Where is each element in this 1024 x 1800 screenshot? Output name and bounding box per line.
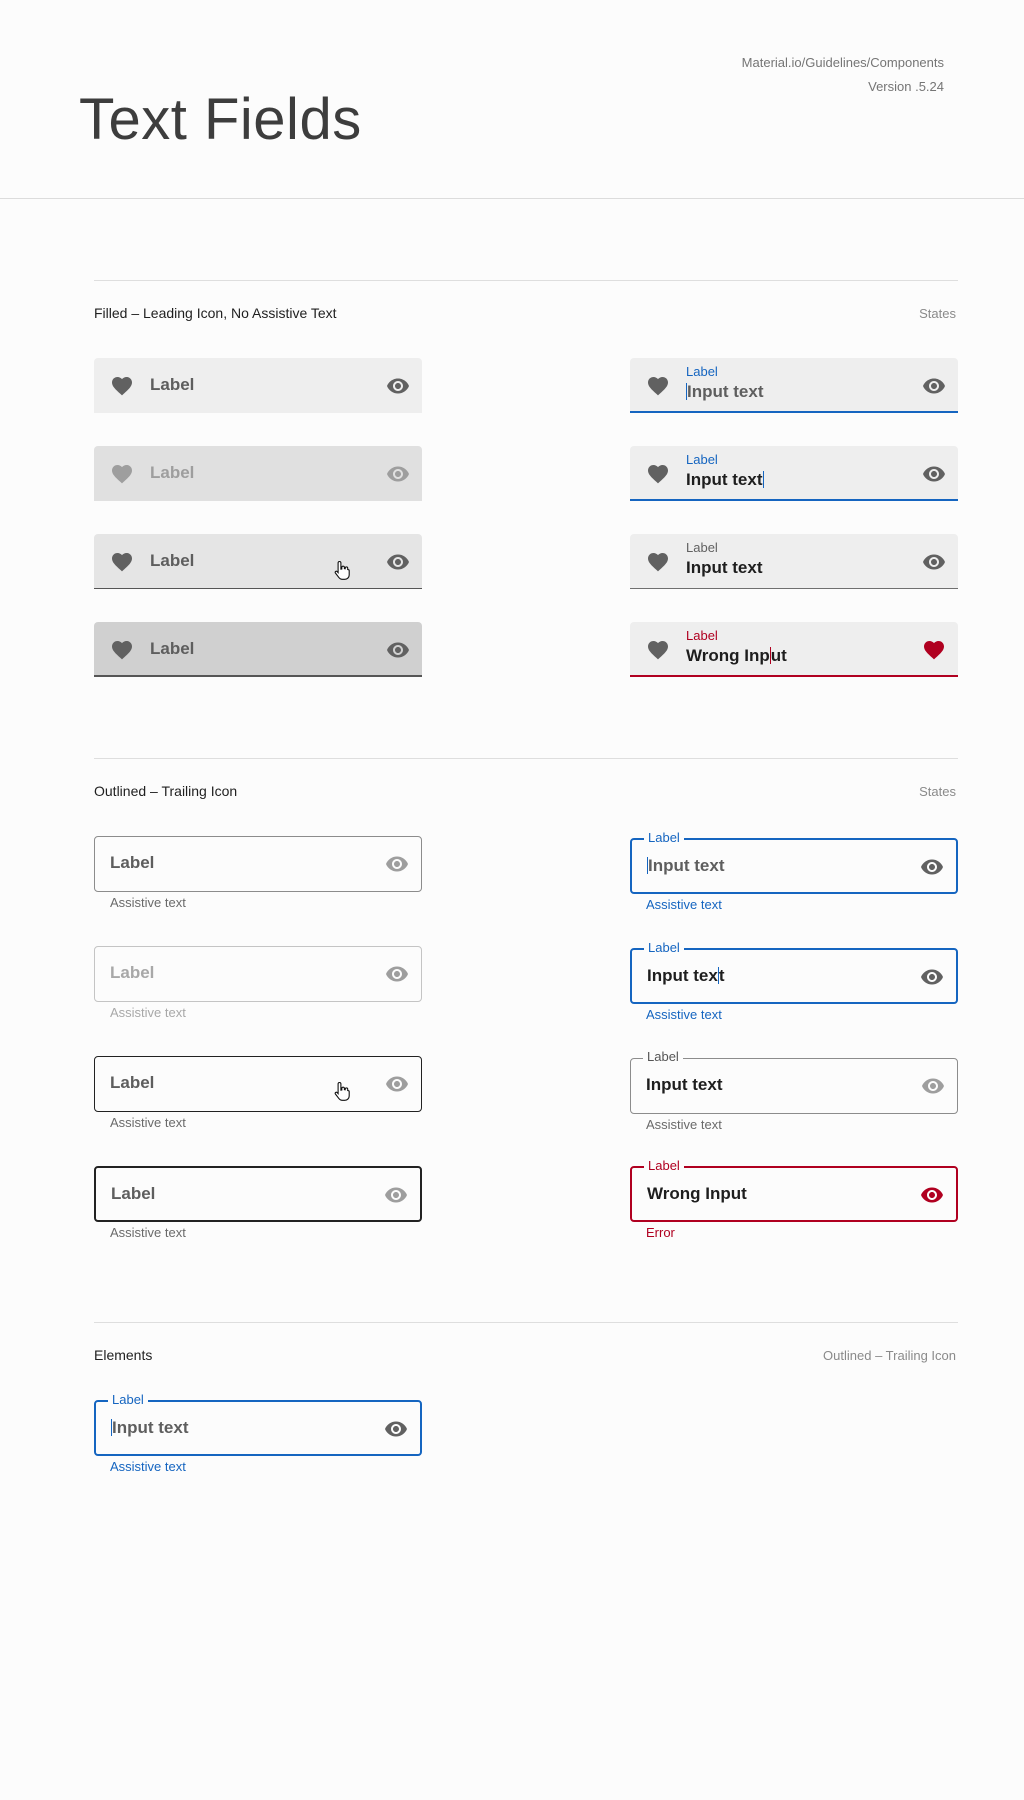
heart-icon xyxy=(110,638,134,662)
outlined-field-disabled xyxy=(94,946,422,1002)
section-note-filled: States xyxy=(919,306,956,321)
eye-icon[interactable] xyxy=(385,1072,409,1096)
filled-field-enabled[interactable] xyxy=(94,358,422,413)
heart-icon xyxy=(110,550,134,574)
section-note-elements: Outlined – Trailing Icon xyxy=(823,1348,956,1363)
field-label: Label xyxy=(110,963,155,982)
eye-icon[interactable] xyxy=(921,1074,945,1098)
input-value[interactable]: Input text xyxy=(686,470,763,489)
outlined-field-focused-typing[interactable] xyxy=(630,940,958,1004)
section-divider-elements xyxy=(94,1322,958,1323)
outlined-field-hover[interactable] xyxy=(94,1056,422,1112)
assistive-text: Assistive text xyxy=(646,1117,722,1132)
assistive-text: Assistive text xyxy=(110,1115,186,1130)
hand-cursor-icon xyxy=(334,560,350,580)
eye-icon[interactable] xyxy=(384,1417,408,1441)
field-label: Label xyxy=(111,1184,156,1203)
assistive-text: Assistive text xyxy=(110,1459,186,1474)
eye-icon[interactable] xyxy=(920,855,944,879)
filled-field-disabled xyxy=(94,446,422,501)
floating-label: Label xyxy=(686,540,718,555)
eye-icon[interactable] xyxy=(922,462,946,486)
field-label: Label xyxy=(150,639,195,658)
heart-icon xyxy=(646,550,670,574)
eye-icon[interactable] xyxy=(922,374,946,398)
eye-icon xyxy=(386,462,410,486)
field-label: Label xyxy=(110,853,155,872)
field-label: Label xyxy=(110,1073,155,1092)
eye-icon[interactable] xyxy=(386,374,410,398)
input-value[interactable]: Input text xyxy=(112,1418,189,1437)
assistive-text: Assistive text xyxy=(110,1005,186,1020)
heart-icon xyxy=(110,374,134,398)
heart-icon xyxy=(646,638,670,662)
input-value[interactable]: Input text xyxy=(648,856,725,875)
eye-icon[interactable] xyxy=(384,1183,408,1207)
floating-label: Label xyxy=(686,628,718,643)
input-value[interactable]: Input text xyxy=(687,382,764,401)
eye-icon[interactable] xyxy=(386,638,410,662)
input-value[interactable]: Input text xyxy=(686,558,763,577)
filled-field-error[interactable] xyxy=(630,622,958,677)
floating-label: Label xyxy=(686,452,718,467)
filled-field-focused[interactable] xyxy=(630,358,958,413)
outlined-field-focused[interactable] xyxy=(630,830,958,894)
heart-icon xyxy=(110,462,134,486)
hand-cursor-icon xyxy=(334,1081,350,1101)
outlined-field-error[interactable] xyxy=(630,1158,958,1222)
floating-label: Label xyxy=(644,830,684,845)
header-divider xyxy=(0,198,1024,199)
filled-field-pressed[interactable] xyxy=(94,622,422,677)
source-path: Material.io/Guidelines/Components xyxy=(741,55,944,70)
outlined-field-pressed[interactable] xyxy=(94,1166,422,1222)
outlined-field-enabled[interactable] xyxy=(94,836,422,892)
section-divider-outlined xyxy=(94,758,958,759)
input-value[interactable]: Input text xyxy=(647,966,725,985)
eye-icon[interactable] xyxy=(385,852,409,876)
assistive-text: Assistive text xyxy=(646,897,722,912)
input-value[interactable]: Input text xyxy=(646,1075,723,1094)
outlined-field-filled[interactable] xyxy=(630,1049,958,1114)
section-title-outlined: Outlined – Trailing Icon xyxy=(94,783,238,799)
floating-label: Label xyxy=(108,1392,148,1407)
eye-icon[interactable] xyxy=(920,965,944,989)
elements-outlined-field[interactable] xyxy=(94,1392,422,1456)
section-title-filled: Filled – Leading Icon, No Assistive Text xyxy=(94,305,337,321)
assistive-text: Assistive text xyxy=(110,895,186,910)
assistive-text: Assistive text xyxy=(110,1225,186,1240)
heart-icon xyxy=(646,462,670,486)
field-label: Label xyxy=(150,463,195,482)
floating-label: Label xyxy=(686,364,718,379)
assistive-text: Assistive text xyxy=(646,1007,722,1022)
filled-field-hover[interactable] xyxy=(94,534,422,589)
section-note-outlined: States xyxy=(919,784,956,799)
version-label: Version .5.24 xyxy=(868,79,944,94)
input-value[interactable]: Wrong Input xyxy=(686,646,787,665)
error-heart-icon xyxy=(922,638,946,662)
field-label: Label xyxy=(150,375,195,394)
error-text: Error xyxy=(646,1225,675,1240)
page-title: Text Fields xyxy=(79,87,362,152)
filled-field-focused-typing[interactable] xyxy=(630,446,958,501)
floating-label: Label xyxy=(643,1049,683,1064)
input-value[interactable]: Wrong Input xyxy=(647,1184,747,1203)
section-divider-filled xyxy=(94,280,958,281)
floating-label: Label xyxy=(644,1158,684,1173)
heart-icon xyxy=(646,374,670,398)
eye-icon xyxy=(385,962,409,986)
eye-icon[interactable] xyxy=(922,550,946,574)
section-title-elements: Elements xyxy=(94,1347,153,1363)
filled-field-filled[interactable] xyxy=(630,534,958,589)
field-label: Label xyxy=(150,551,195,570)
eye-icon[interactable] xyxy=(920,1183,944,1207)
text-caret xyxy=(763,471,764,488)
floating-label: Label xyxy=(644,940,684,955)
eye-icon[interactable] xyxy=(386,550,410,574)
